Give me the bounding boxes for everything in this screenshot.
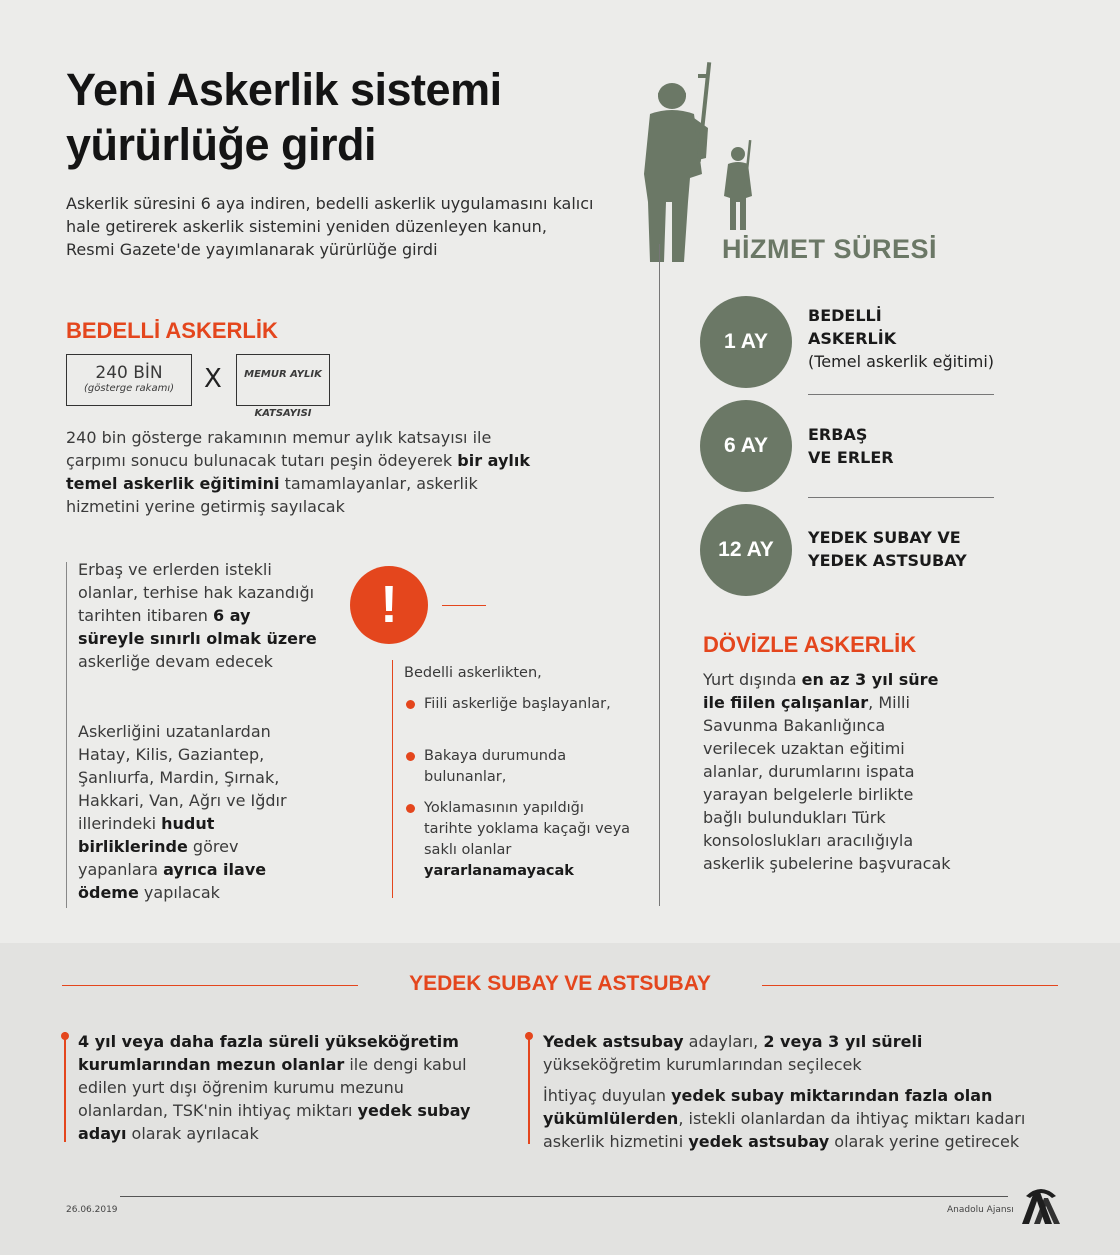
title-line-2: yürürlüğe girdi (66, 119, 377, 170)
service-divider (808, 394, 994, 395)
service-divider (808, 497, 994, 498)
yedek-heading: YEDEK SUBAY VE ASTSUBAY (409, 972, 711, 995)
katsayi-label: MEMUR AYLIK KATSAYISI (244, 369, 322, 419)
duration-badge: 6 AY (700, 400, 792, 492)
hudut-note: Askerliğini uzatanlardan Hatay, Kilis, Gaziantep, Şanlıurfa, Mardin, Şırnak, Hakkari, Van, Ağrı ve Iğdır illerindeki hudut birliklerinde görev yapanlara ayrıca ilave ödeme yapılacak (78, 722, 287, 902)
heading-rule-left (62, 985, 358, 986)
exempt-item: Fiili askerliğe başlayanlar, (404, 694, 634, 715)
agency-name: Anadolu Ajansı (947, 1205, 1014, 1215)
yedek-subay-note: 4 yıl veya daha fazla süreli yükseköğretim kurumlarından mezun olanlar ile dengi kabul edilen yurt dışı öğrenim kurumu mezunu olanlardan, TSK'nin ihtiyaç miktarı yedek subay adayı olarak ayrılacak (78, 1032, 471, 1143)
warning-icon: ! (350, 566, 428, 644)
duration-badge: 1 AY (700, 296, 792, 388)
notes-divider (66, 562, 67, 908)
multiply-sign: X (204, 364, 222, 394)
page-title (66, 62, 626, 172)
service-label: BEDELLİ ASKERLİK (Temel askerlik eğitimi) (808, 306, 995, 371)
aa-logo-icon (1018, 1186, 1064, 1226)
intro-text: Askerlik süresini 6 aya indiren, bedelli askerlik uygulamasını kalıcı hale getirerek askerlik sistemini yeniden düzenleyen kanun, Resmi Gazete'de yayımlanarak yürürlüğe girdi (66, 194, 594, 259)
erbas-note: Erbaş ve erlerden istekli olanlar, terhise hak kazandığı tarihten itibaren 6 ay süreyle sınırlı olmak üzere askerliğe devam edecek (78, 560, 317, 671)
exempt-lead: Bedelli askerlikten, (404, 665, 542, 681)
duration-badge: 12 AY (700, 504, 792, 596)
doviz-description: Yurt dışında en az 3 yıl süre ile fiilen çalışanlar, Milli Savunma Bakanlığınca verilecek uzaktan eğitimi alanlar, durumlarını ispata yarayan belgelerle birlikte bağlı bulundukları Türk konsoloslukları aracılığıyla askerlik şubelerine başvuracak (703, 670, 951, 873)
yedek-astsubay-note: Yedek astsubay adayları, 2 veya 3 yıl süreli yükseköğretim kurumlarından seçilecek (543, 1032, 923, 1074)
heading-rule-right (762, 985, 1058, 986)
title-line-1: Yeni Askerlik sistemi (66, 64, 502, 115)
bullet-bar (528, 1032, 530, 1144)
warning-connector (442, 605, 486, 606)
bullet-icon (406, 804, 415, 813)
column-divider (659, 244, 660, 906)
footer-rule (120, 1196, 1008, 1197)
bedelli-description: 240 bin gösterge rakamının memur aylık katsayısı ile çarpımı sonucu bulunacak tutarı peşin ödeyerek bir aylık temel askerlik eğitimini tamamlayanlar, askerlik hizmetini yerine getirmiş sayılacak (66, 428, 530, 516)
bullet-icon (406, 752, 415, 761)
yedek-excess-note: İhtiyaç duyulan yedek subay miktarından fazla olan yükümlülerden, istekli olanlardan da ihtiyaç miktarı kadarı askerlik hizmetini yedek astsubay olarak yerine getirecek (543, 1086, 1026, 1151)
exempt-item: Yoklamasının yapıldığı tarihte yoklama kaçağı veya saklı olanlar yararlanamayacak (404, 798, 634, 882)
service-label: ERBAŞ VE ERLER (808, 425, 894, 467)
publish-date: 26.06.2019 (66, 1205, 118, 1215)
gosterge-note: (gösterge rakamı) (83, 383, 175, 394)
bedelli-heading: BEDELLİ ASKERLİK (66, 318, 278, 343)
katsayi-box (236, 354, 330, 419)
service-label: YEDEK SUBAY VE YEDEK ASTSUBAY (808, 528, 967, 570)
exempt-item: Bakaya durumunda bulunanlar, (404, 746, 634, 788)
bullet-bar (64, 1032, 66, 1142)
warning-divider (392, 660, 393, 898)
gosterge-value: 240 BİN (95, 363, 163, 383)
doviz-heading: DÖVİZLE ASKERLİK (703, 632, 917, 657)
bullet-icon (406, 700, 415, 709)
hizmet-heading: HİZMET SÜRESİ (722, 234, 938, 264)
gosterge-box (66, 354, 192, 406)
